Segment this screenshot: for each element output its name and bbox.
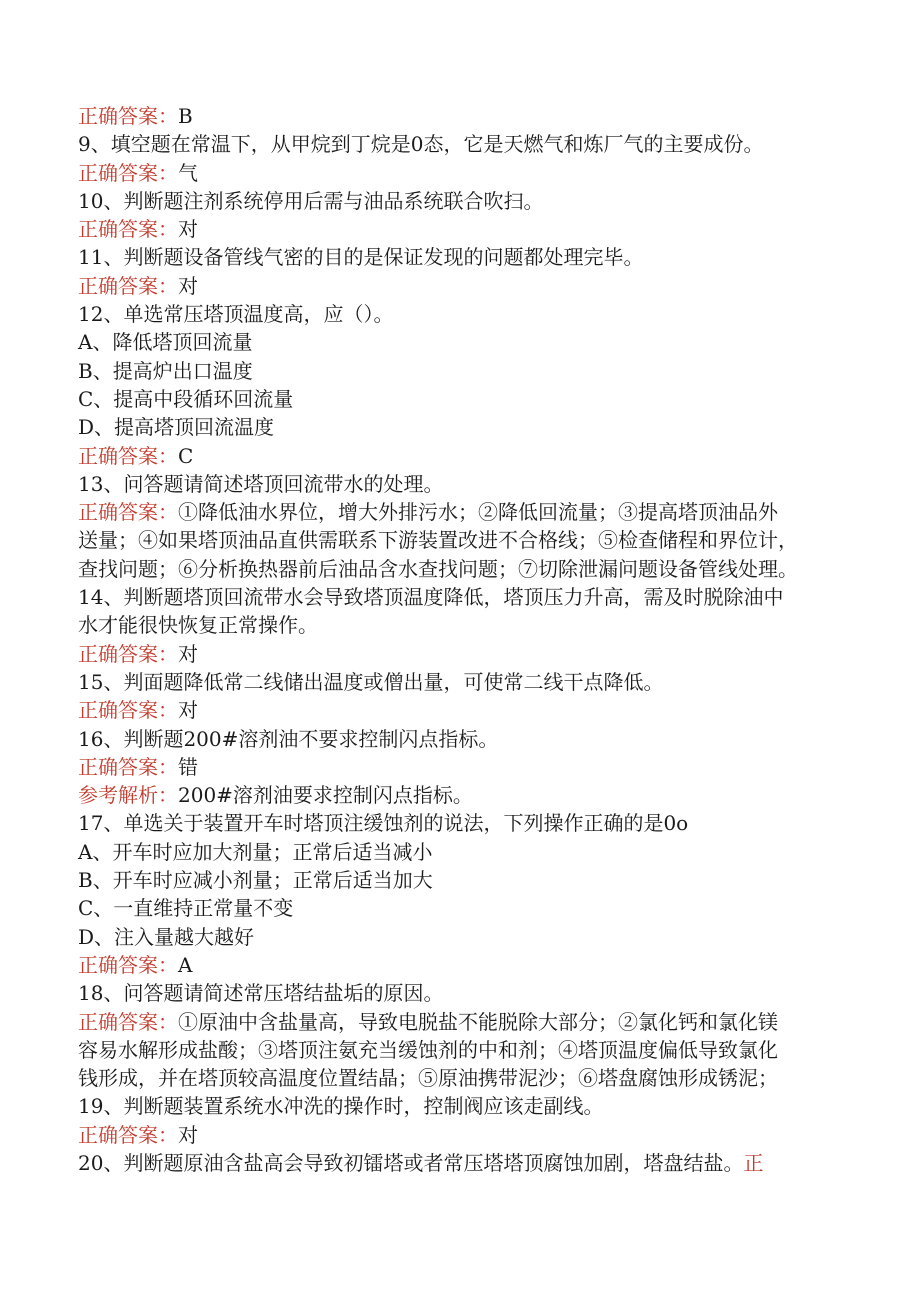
answer-label: 正确答案： bbox=[78, 1009, 178, 1034]
option-line: C、一直维持正常量不变 bbox=[78, 896, 294, 921]
question-line: 16、判断题200#溶剂油不要求控制闪点指标。 bbox=[78, 726, 499, 751]
answer-line bbox=[78, 102, 840, 130]
answer-line bbox=[78, 215, 840, 243]
document-page bbox=[78, 102, 840, 1177]
answer-line bbox=[78, 753, 840, 781]
answer-text: 对 bbox=[178, 698, 198, 723]
option-line: D、注入量越大越好 bbox=[78, 924, 255, 949]
answer-label: 参考解析： bbox=[78, 783, 178, 808]
answer-text: 对 bbox=[178, 217, 198, 242]
continuation-line: 容易水解形成盐酸；③塔顶注氨充当缓蚀剂的中和剂；④塔顶温度偏低导致氯化 bbox=[78, 1037, 778, 1062]
answer-text: A bbox=[178, 952, 193, 977]
option-line: C、提高中段循环回流量 bbox=[78, 386, 294, 411]
answer-text: ①降低油水界位，增大外排污水；②降低回流量；③提高塔顶油品外 bbox=[178, 500, 778, 525]
answer-label: 正确答案： bbox=[78, 500, 178, 525]
question-line: 12、单选常压塔顶温度高，应（）。 bbox=[78, 302, 394, 327]
answer-label: 正确答案： bbox=[78, 217, 178, 242]
answer-text: 对 bbox=[178, 1122, 198, 1147]
answer-label: 正确答案： bbox=[78, 273, 178, 298]
answer-line bbox=[78, 442, 840, 470]
continuation-line: 送量；④如果塔顶油品直供需联系下游装置改进不合格线；⑤检查储程和界位计， bbox=[78, 528, 798, 553]
answer-label: 正确答案： bbox=[78, 754, 178, 779]
question-line: 19、判断题装置系统水冲洗的操作时，控制阀应该走副线。 bbox=[78, 1094, 604, 1119]
answer-line bbox=[78, 272, 840, 300]
question-line: 9、填空题在常温下，从甲烷到丁烷是0态，它是天燃气和炼厂气的主要成份。 bbox=[78, 132, 764, 157]
answer-line bbox=[78, 640, 840, 668]
option-line: A、降低塔顶回流量 bbox=[78, 330, 253, 355]
question-text: 20、判断题原油含盐高会导致初镭塔或者常压塔塔顶腐蚀加剧，塔盘结盐。 bbox=[78, 1150, 744, 1175]
answer-label: 正确答案： bbox=[78, 1122, 178, 1147]
answer-text: C bbox=[178, 443, 194, 468]
continuation-line: 水才能很快恢复正常操作。 bbox=[78, 613, 318, 638]
question-line: 13、问答题请简述塔顶回流带水的处理。 bbox=[78, 471, 444, 496]
continuation-line: 钱形成，并在塔顶较高温度位置结晶；⑤原油携带泥沙；⑥塔盘腐蚀形成锈泥； bbox=[78, 1066, 778, 1091]
answer-label: 正确答案： bbox=[78, 698, 178, 723]
question-line: 11、判断题设备管线气密的目的是保证发现的问题都处理完毕。 bbox=[78, 245, 644, 270]
answer-line bbox=[78, 498, 840, 526]
question-line bbox=[78, 1149, 840, 1177]
question-line: 10、判断题注剂系统停用后需与油品系统联合吹扫。 bbox=[78, 188, 544, 213]
continuation-line: 查找问题；⑥分析换热器前后油品含水查找问题；⑦切除泄漏问题设备管线处理。 bbox=[78, 556, 798, 581]
answer-text: 错 bbox=[178, 754, 198, 779]
answer-line bbox=[78, 1008, 840, 1036]
question-line: 18、问答题请简述常压塔结盐垢的原因。 bbox=[78, 981, 444, 1006]
answer-line bbox=[78, 951, 840, 979]
answer-text: B bbox=[178, 104, 193, 128]
answer-text: 对 bbox=[178, 641, 198, 666]
question-line: 17、单选关于装置开车时塔顶注缓蚀剂的说法，下列操作正确的是0o bbox=[78, 811, 689, 836]
answer-text: 气 bbox=[178, 160, 198, 185]
answer-line bbox=[78, 696, 840, 724]
question-line: 15、判面题降低常二线储出温度或僧出量，可使常二线干点降低。 bbox=[78, 669, 664, 694]
answer-label: 正确答案： bbox=[78, 443, 178, 468]
answer-text: 200#溶剂油要求控制闪点指标。 bbox=[178, 783, 473, 808]
answer-label: 正确答案： bbox=[78, 641, 178, 666]
answer-line bbox=[78, 159, 840, 187]
answer-label: 正确答案： bbox=[78, 104, 178, 128]
answer-label-fragment: 正 bbox=[743, 1150, 764, 1175]
question-line: 14、判断题塔顶回流带水会导致塔顶温度降低，塔顶压力升高，需及时脱除油中 bbox=[78, 585, 784, 610]
answer-text: 对 bbox=[178, 273, 198, 298]
option-line: B、开车时应减小剂量；正常后适当加大 bbox=[78, 868, 433, 893]
answer-line bbox=[78, 781, 840, 809]
option-line: D、提高塔顶回流温度 bbox=[78, 415, 275, 440]
option-line: B、提高炉出口温度 bbox=[78, 358, 253, 383]
answer-label: 正确答案： bbox=[78, 160, 178, 185]
answer-label: 正确答案： bbox=[78, 952, 178, 977]
option-line: A、开车时应加大剂量；正常后适当减小 bbox=[78, 839, 433, 864]
answer-line bbox=[78, 1121, 840, 1149]
answer-text: ①原油中含盐量高，导致电脱盐不能脱除大部分；②氯化钙和氯化镁 bbox=[178, 1009, 778, 1034]
